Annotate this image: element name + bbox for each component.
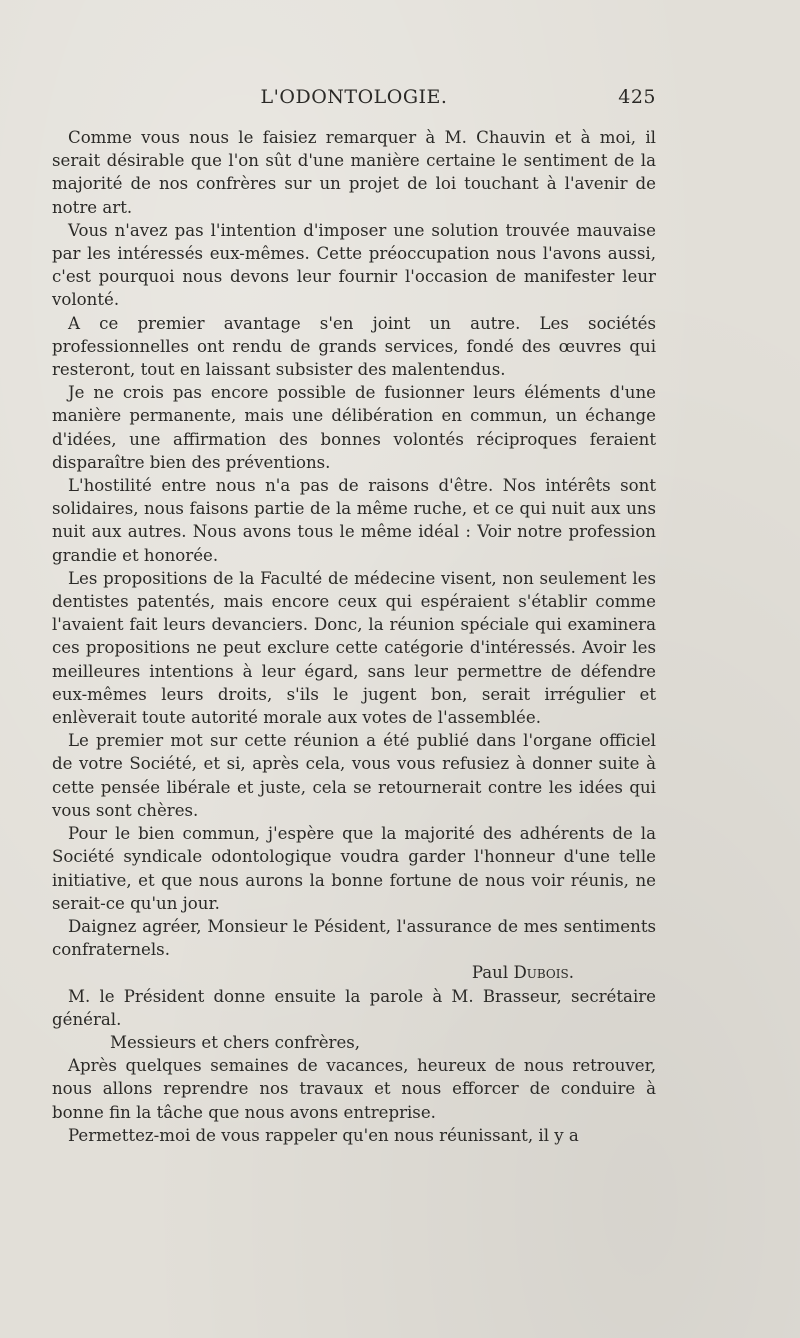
signature-last-name: Dubois. — [513, 963, 574, 983]
paragraph: Daignez agréer, Monsieur le Pésident, l'assurance de mes sentiments confraternels. — [52, 916, 656, 960]
paragraph: A ce premier avantage s'en joint un autre. Les sociétés professionnelles ont rendu de grands services, fondé des œuvres qui resteront, tout en laissant subsister des malentendus. — [52, 313, 656, 380]
paragraph: Le premier mot sur cette réunion a été publié dans l'organe officiel de votre Société, et si, après cela, vous vous refusiez à donner suite à cette pensée libérale et juste, cela se retournerait contre les idées qui vous sont chères. — [52, 731, 656, 820]
paragraph: Pour le bien commun, j'espère que la majorité des adhérents de la Société syndicale odontologique voudra garder l'honneur d'une telle initiative, et que nous aurons la bonne fortune de nous voir réunis, ne serait-ce qu'un jour. — [52, 824, 656, 913]
running-header — [52, 86, 656, 116]
page-number: 425 — [618, 86, 656, 108]
signature — [52, 961, 656, 984]
running-title: L'ODONTOLOGIE. — [260, 86, 448, 108]
paragraph: L'hostilité entre nous n'a pas de raisons d'être. Nos intérêts sont solidaires, nous faisons partie de la même ruche, et ce qui nuit aux uns nuit aux autres. Nous avons tous le même idéal : Voir notre profession grandie et honorée. — [52, 476, 656, 565]
signature-first-name: Paul — [471, 963, 509, 983]
paragraph: Comme vous nous le faisiez remarquer à M. Chauvin et à moi, il serait désirable que l'on sût d'une manière certaine le sentiment de la majorité de nos confrères sur un projet de loi touchant à l'avenir de notre art. — [52, 128, 656, 217]
body-text — [52, 126, 656, 1147]
paragraph: Permettez-moi de vous rappeler qu'en nous réunissant, il y a — [68, 1125, 579, 1145]
salutation: Messieurs et chers confrères, — [110, 1032, 361, 1052]
paragraph: Les propositions de la Faculté de médecine visent, non seulement les dentistes patentés, mais encore ceux qui espéraient s'établir comme l'avaient fait leurs devanciers. Donc, la réunion spéciale qui examinera ces propositions ne peut exclure cette catégorie d'intéressés. Avoir les meilleures intentions à leur égard, sans leur permettre de défendre eux-mêmes leurs droits, s'ils le jugent bon, serait irrégulier et enlèverait toute autorité morale aux votes de l'assemblée. — [52, 568, 656, 728]
paragraph: Je ne crois pas encore possible de fusionner leurs éléments d'une manière permanente, mais une délibération en commun, un échange d'idées, une affirmation des bonnes volontés réciproques feraient disparaître bien des préventions. — [52, 383, 656, 472]
paragraph: Vous n'avez pas l'intention d'imposer une solution trouvée mauvaise par les intéressés eux-mêmes. Cette préoccupation nous l'avons aussi, c'est pourquoi nous devons leur fournir l'occasion de manifester leur volonté. — [52, 220, 656, 310]
intro-paragraph: M. le Président donne ensuite la parole à M. Brasseur, secrétaire général. — [52, 986, 656, 1029]
paragraph: Après quelques semaines de vacances, heureux de nous retrouver, nous allons reprendre nos travaux et nous efforcer de conduire à bonne fin la tâche que nous avons entreprise. — [52, 1056, 656, 1122]
